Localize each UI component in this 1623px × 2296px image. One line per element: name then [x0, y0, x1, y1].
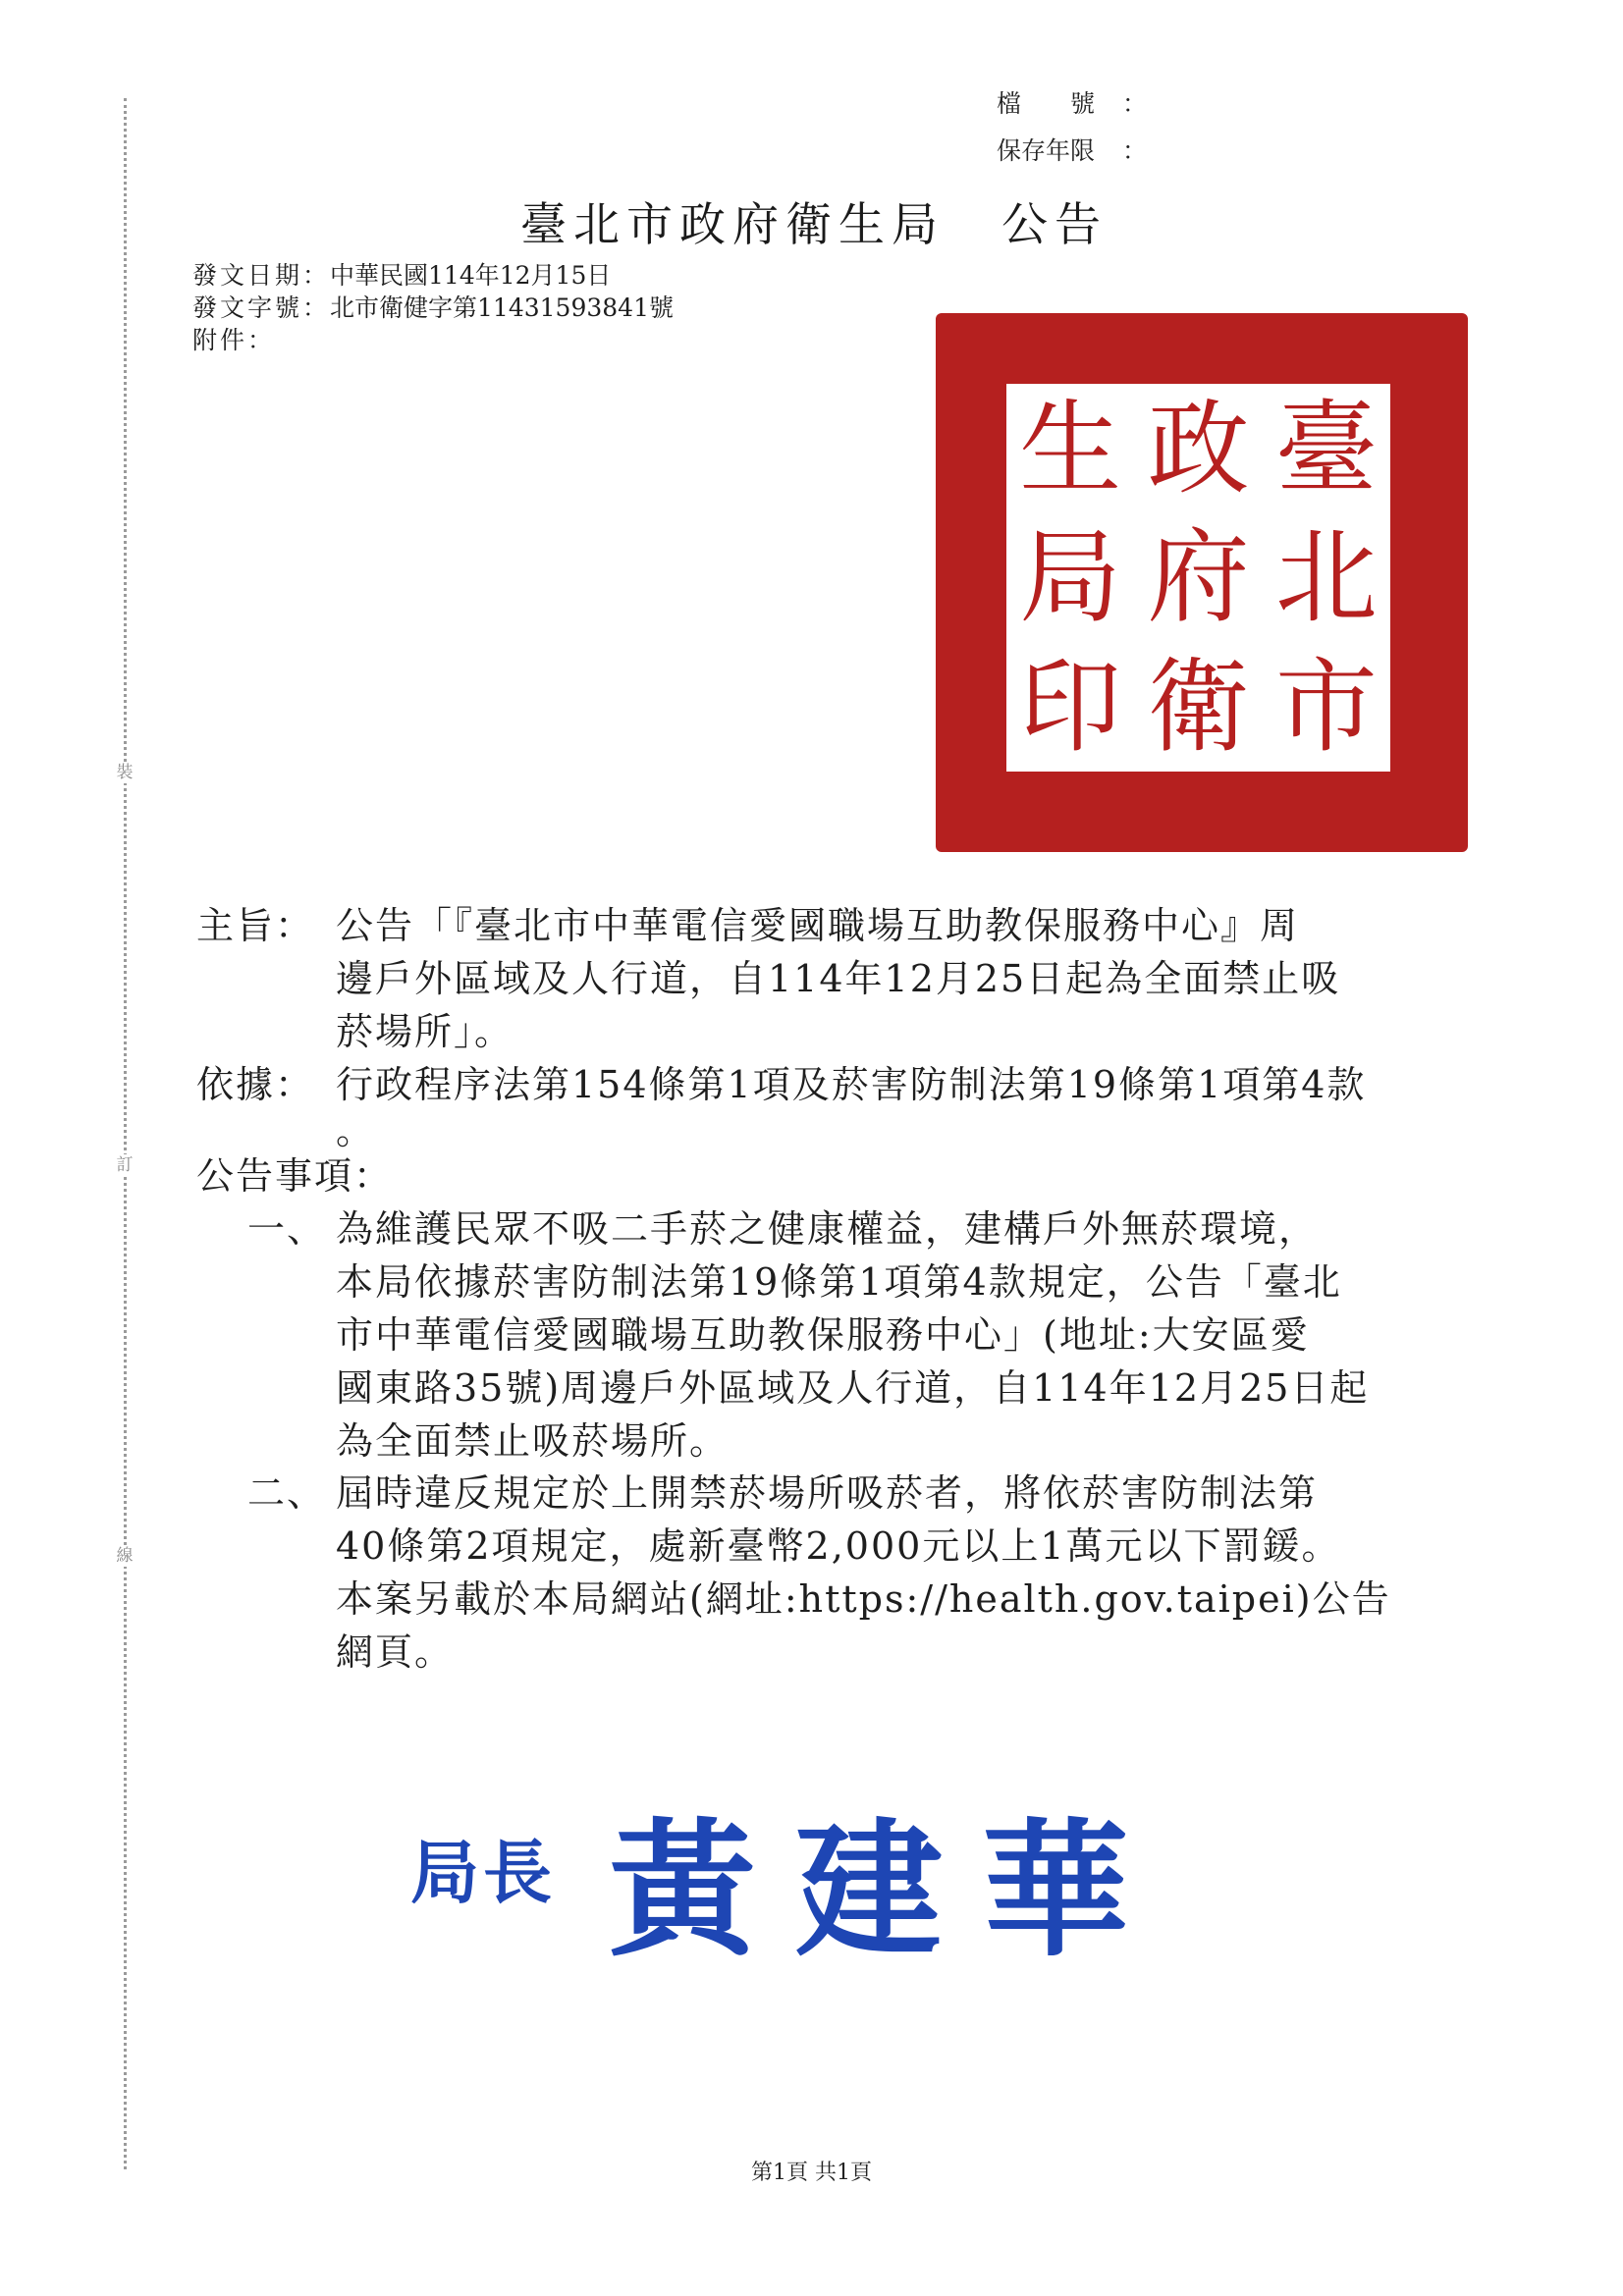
issue-date-row: [192, 259, 674, 292]
binding-mark-zhuang: 裝: [110, 762, 139, 783]
announcement-items-label: 公告事項：: [196, 1154, 394, 1198]
item-2-line: 本案另載於本局網站(網址:https://health.gov.taipei)公告: [336, 1577, 1391, 1621]
attachment-row: [192, 324, 674, 356]
seal-char: 衛: [1147, 647, 1250, 768]
seal-char: 臺: [1274, 388, 1378, 508]
issue-date-value: 中華民國114年12月15日: [330, 261, 612, 290]
file-metadata: [997, 80, 1146, 175]
file-number-row: [997, 80, 1146, 128]
retention-period-row: [997, 128, 1146, 175]
issue-date-label: 發文日期：: [192, 261, 331, 290]
item-1-line: 市中華電信愛國職場互助教保服務中心」(地址:大安區愛: [336, 1313, 1310, 1357]
item-1-line: 為全面禁止吸菸場所。: [336, 1419, 730, 1463]
attachment-label: 附件：: [192, 326, 276, 354]
subject-line: 邊戶外區域及人行道，自114年12月25日起為全面禁止吸: [336, 957, 1341, 1000]
page-indicator: 第1頁 共1頁: [751, 2161, 872, 2185]
subject-line: 菸場所」。: [336, 1010, 514, 1053]
seal-char: 府: [1147, 517, 1250, 638]
seal-char: 北: [1274, 517, 1378, 638]
reference-number-row: [192, 292, 674, 324]
reference-number-label: 發文字號：: [192, 294, 331, 322]
seal-char: 政: [1147, 388, 1250, 508]
binding-mark-xian: 線: [110, 1545, 139, 1567]
agency-name: 臺北市政府衛生局: [520, 198, 945, 252]
binding-mark-ding: 訂: [110, 1154, 139, 1176]
item-1-marker: 一、: [247, 1207, 327, 1251]
seal-char: 局: [1019, 517, 1122, 638]
retention-period-label: 保存年限: [997, 136, 1096, 165]
issuance-info: [192, 259, 674, 356]
retention-period-colon: ：: [1122, 136, 1148, 165]
document-title: [520, 188, 1108, 254]
binding-dotted-line: [124, 98, 127, 2169]
subject-line: 公告「『臺北市中華電信愛國職場互助教保服務中心』周: [336, 904, 1300, 947]
document-type: 公告: [1001, 198, 1108, 252]
seal-char: 市: [1274, 647, 1378, 768]
official-seal-stamp: [936, 313, 1468, 852]
basis-line: 行政程序法第154條第1項及菸害防制法第19條第1項第4款: [336, 1063, 1367, 1106]
item-2-line: 屆時違反規定於上開禁菸場所吸菸者，將依菸害防制法第: [336, 1471, 1319, 1515]
subject-label: 主旨：: [196, 904, 315, 947]
basis-line: 。: [336, 1109, 376, 1152]
seal-char: 印: [1019, 647, 1122, 768]
reference-number-value: 北市衛健字第11431593841號: [330, 294, 674, 322]
file-number-colon: ：: [1122, 89, 1148, 118]
item-1-line: 本局依據菸害防制法第19條第1項第4款規定，公告「臺北: [336, 1260, 1342, 1304]
seal-char: 生: [1019, 388, 1122, 508]
seal-inscription: [1006, 384, 1390, 772]
item-2-line: 40條第2項規定，處新臺幣2,000元以上1萬元以下罰鍰。: [336, 1524, 1341, 1568]
item-2-line: 網頁。: [336, 1630, 455, 1674]
director-signature-name: 黃建華: [609, 1804, 1169, 1977]
item-1-line: 為維護民眾不吸二手菸之健康權益，建構戶外無菸環境，: [336, 1207, 1319, 1251]
director-title: 局長: [410, 1832, 556, 1913]
item-2-marker: 二、: [247, 1471, 327, 1515]
basis-label: 依據：: [196, 1063, 315, 1106]
item-1-line: 國東路35號)周邊戶外區域及人行道，自114年12月25日起: [336, 1366, 1370, 1410]
file-number-label: 檔 號: [997, 89, 1096, 118]
